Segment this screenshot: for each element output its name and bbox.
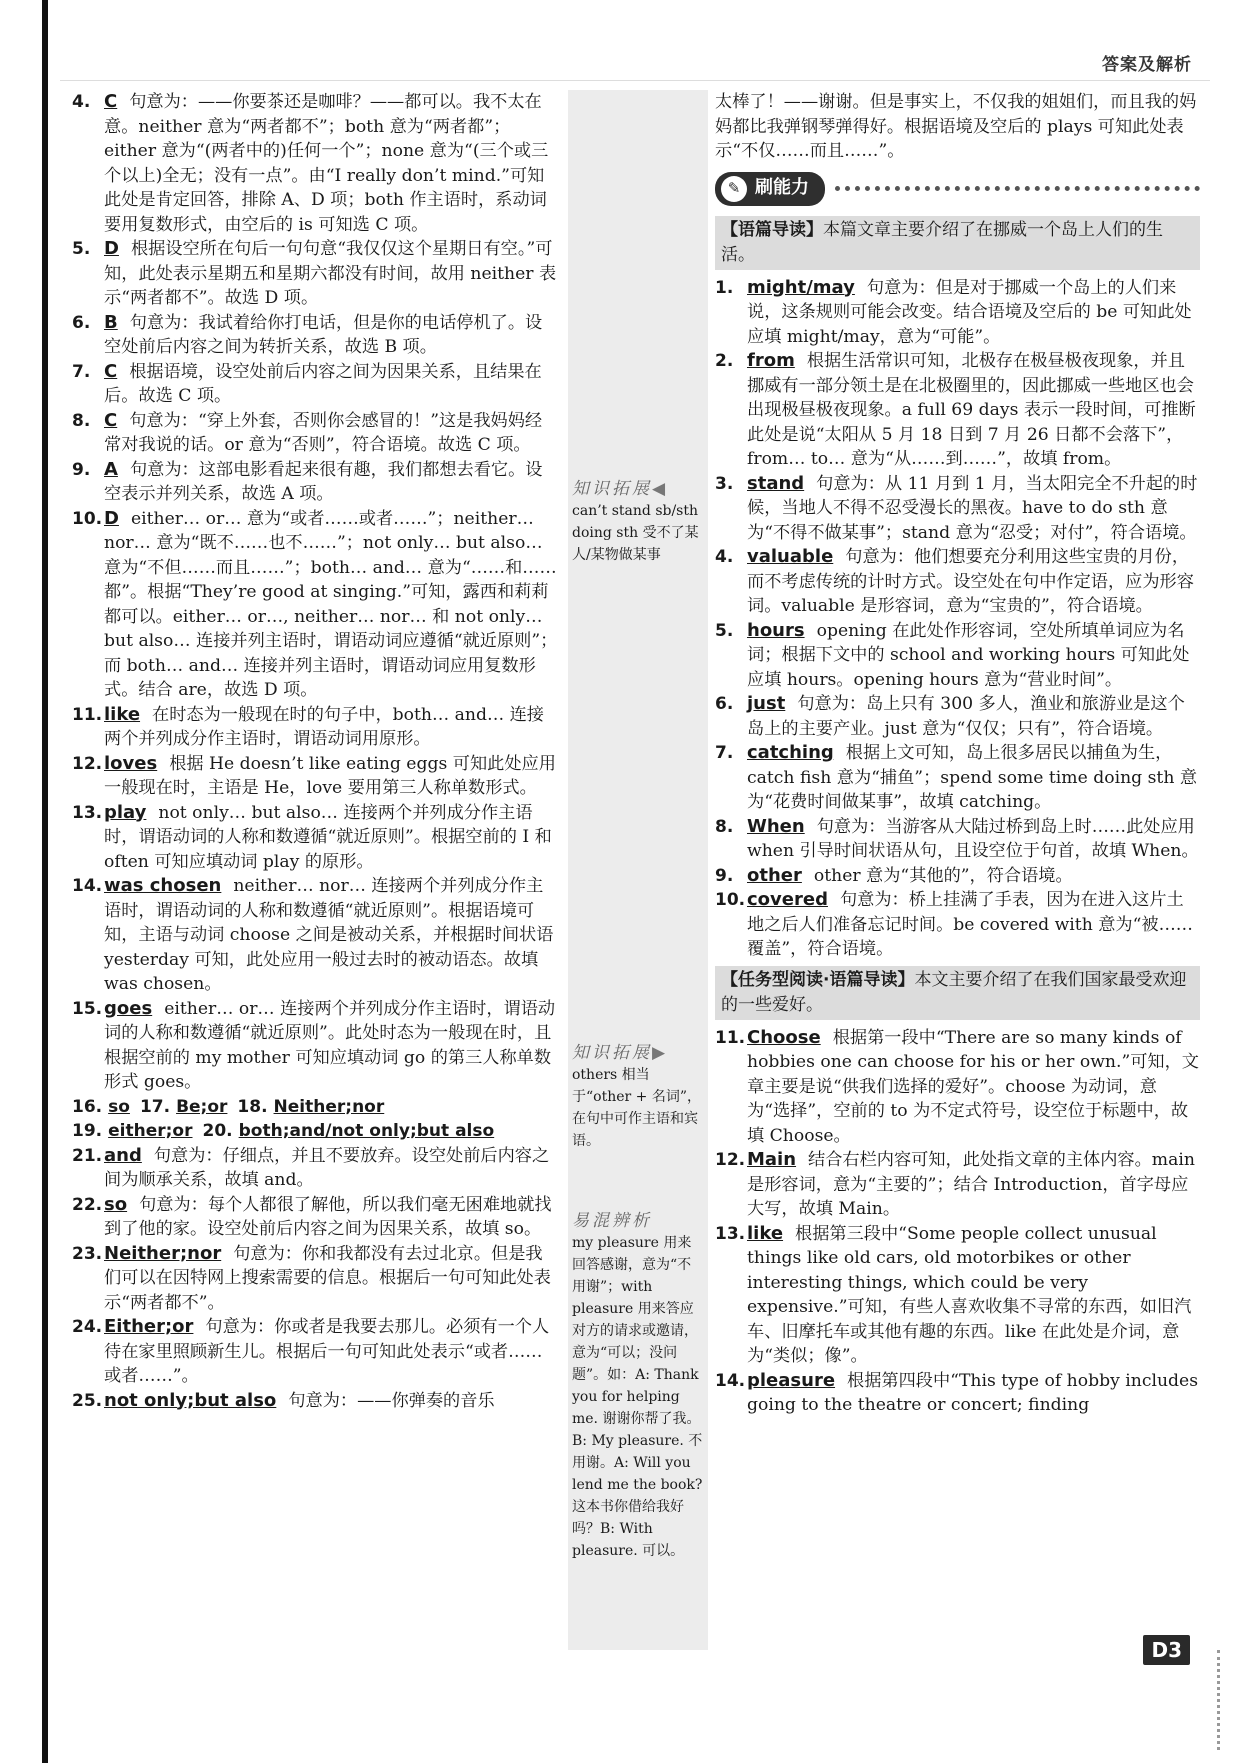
answer-item xyxy=(72,360,558,409)
item-number: 10. xyxy=(72,508,103,529)
item-number: 24. xyxy=(72,1317,103,1337)
explanation: 句意为：桥上挂满了手表，因为在进入这片土地之后人们准备忘记时间。be covered with 意为“被……覆盖”，符合语境。 xyxy=(747,890,1193,959)
item-number: 1. xyxy=(715,277,734,298)
explanation: 根据设空所在句后一句句意“我仅仅这个星期日有空。”可知，此处表示星期五和星期六都没有时间，故用 neither 表示“两者都不”。故选 D 项。 xyxy=(104,239,557,308)
answer-key: covered xyxy=(747,889,828,910)
answer-item xyxy=(715,888,1200,962)
item-number: 25. xyxy=(72,1390,103,1411)
answer-item xyxy=(72,1389,558,1414)
answer-key: D xyxy=(104,507,119,529)
answer-key: stand xyxy=(747,472,805,494)
explanation: 句意为：但是对于挪威一个岛上的人们来说，这条规则可能会改变。结合语境及空后的 be 可知此处应填 might/may，意为“可能”。 xyxy=(747,277,1192,347)
explanation: 句意为：“穿上外套，否则你会感冒的！”这是我妈妈经常对我说的话。or 意为“否则”，符合语境。故选 C 项。 xyxy=(104,410,543,455)
item-number: 14. xyxy=(72,876,103,896)
right-column xyxy=(715,90,1200,1418)
answer-key: and xyxy=(104,1144,142,1166)
answer-key: hours xyxy=(747,619,805,641)
explanation: 根据生活常识可知，北极存在极昼极夜现象，并且挪威有一部分领土是在北极圈里的，因此挪威一些地区也会出现极昼极夜现象。a full 69 days 表示一段时间，可推断此处是说“太阳从 5 月 18 日到 7 月 26 日都不会落下”，from… to… 意为“从……到……”，故填 from。 xyxy=(747,351,1196,469)
answer-item xyxy=(72,997,558,1095)
answer-key: When xyxy=(747,815,805,837)
explanation: 句意为：他们想要充分利用这些宝贵的月份，而不考虑传统的计时方式。设空处在句中作定语，应为形容词。valuable 是形容词，意为“宝贵的”，符合语境。 xyxy=(747,547,1194,616)
answer-key: goes xyxy=(104,997,153,1019)
answer-key: C xyxy=(104,409,118,431)
answer-key: C xyxy=(104,360,118,382)
item-number: 11. xyxy=(715,1027,746,1048)
answer-key: like xyxy=(104,703,141,725)
answer-item xyxy=(72,1242,558,1316)
note-confusion xyxy=(572,1210,704,1562)
explanation: 根据上文可知，岛上很多居民以捕鱼为生，catch fish 意为“捕鱼”；spend some time doing sth 意为“花费时间做某事”，故填 catching。 xyxy=(747,743,1198,812)
explanation: other 意为“其他的”，符合语境。 xyxy=(813,865,1073,886)
answer-key: either;or xyxy=(108,1121,193,1141)
answer-item xyxy=(72,1193,558,1242)
answer-key: might/may xyxy=(747,276,855,298)
answer-key: Neither;nor xyxy=(273,1096,385,1117)
item-number: 5. xyxy=(715,620,734,641)
explanation: 句意为：——你要茶还是咖啡？——都可以。我不太在意。neither 意为“两者都不”；both 意为“两者都”；either 意为“(两者中的)任何一个”；none 意为“(三个或三个以上)全无；没有一点”。由“I really don’t mind.”可知此处是肯定回答，排除 A、D 项；both 作主语时，系动词要用复数形式，由空后的 is 可知选 C 项。 xyxy=(104,92,549,235)
short-answer-rows xyxy=(72,1095,558,1144)
header-divider xyxy=(60,80,1210,81)
short-answer-row xyxy=(72,1095,558,1120)
explanation: 根据第四段中“This type of hobby includes going to the theatre or concert; finding xyxy=(747,1370,1199,1415)
answer-key: loves xyxy=(104,752,158,774)
item-number: 13. xyxy=(715,1223,746,1244)
item-number: 12. xyxy=(72,753,103,774)
answer-key: was chosen xyxy=(104,875,222,896)
explanation: 句意为：你和我都没有去过北京。但是我们可以在因特网上搜索需要的信息。根据后一句可知此处表示“两者都不”。 xyxy=(104,1243,551,1313)
right-answer-list-2 xyxy=(715,1026,1200,1418)
explanation: 句意为：这部电影看起来很有趣，我们都想去看它。设空表示并列关系，故选 A 项。 xyxy=(104,459,543,504)
explanation: 句意为：——你弹奏的音乐 xyxy=(288,1390,495,1411)
page-header: 答案及解析 xyxy=(1102,55,1192,75)
answer-key: both;and/not only;but also xyxy=(238,1121,495,1141)
explanation: 根据第一段中“There are so many kinds of hobbies one can choose for his or her own.”可知，文章主要是说“供我们选择的爱好”。choose 为动词，意为“选择”，空前的 to 为不定式符号，设空位于标题中，故填 Choose。 xyxy=(747,1027,1199,1146)
item-number: 7. xyxy=(72,361,91,382)
item-number: 8. xyxy=(72,410,91,431)
note-knowledge-2 xyxy=(572,1042,704,1152)
section-tab xyxy=(715,172,1200,206)
item-number: 8. xyxy=(715,816,734,837)
page-number: D3 xyxy=(1143,1635,1190,1665)
answer-item xyxy=(72,90,558,237)
short-answer-row xyxy=(72,1119,558,1144)
explanation: 句意为：岛上只有 300 多人，渔业和旅游业是这个岛上的主要产业。just 意为“仅仅；只有”，符合语境。 xyxy=(747,694,1185,739)
left-answer-list-2 xyxy=(72,1144,558,1414)
note-title: 易混辨析 xyxy=(572,1211,652,1231)
note-title: 知识拓展 xyxy=(572,479,652,499)
pen-icon: ✎ xyxy=(721,176,747,202)
answer-item xyxy=(715,1222,1200,1369)
answer-item xyxy=(715,1369,1200,1418)
answer-key: C xyxy=(104,91,118,112)
explanation: not only… but also… 连接两个并列成分作主语时，谓语动词的人称和数遵循“就近原则”。根据空前的 I 和 often 可知应填动词 play 的原形。 xyxy=(104,802,552,872)
note-text: can’t stand sb/sth doing sth 受不了某人/某物做某事 xyxy=(572,503,699,563)
item-number: 12. xyxy=(715,1150,746,1170)
answer-item xyxy=(72,752,558,801)
answer-key: like xyxy=(747,1222,784,1244)
answer-item xyxy=(715,815,1200,864)
answer-key: A xyxy=(104,458,118,480)
answer-key: Choose xyxy=(747,1026,821,1048)
answer-key: so xyxy=(104,1193,128,1215)
item-number: 14. xyxy=(715,1370,746,1391)
note-text: others 相当于“other + 名词”，在句中可作主语和宾语。 xyxy=(572,1067,701,1149)
answer-key: play xyxy=(104,801,147,823)
answer-key: so xyxy=(108,1096,130,1117)
answer-item xyxy=(715,472,1200,546)
answer-key: other xyxy=(747,864,802,886)
guide-tag: 【任务型阅读·语篇导读】 xyxy=(721,969,915,990)
answer-item xyxy=(72,801,558,875)
arrow-right-icon: ▶ xyxy=(652,1043,669,1063)
item-number: 10. xyxy=(715,890,746,910)
item-number: 5. xyxy=(72,239,91,259)
corner-dots xyxy=(1197,1650,1220,1750)
explanation: neither… nor… 连接两个并列成分作主语时，谓语动词的人称和数遵循“就近原则”。根据语境可知，主语与动词 choose 之间是被动关系，并根据时间状语 yesterday 可知，此处应用一般过去时的被动语态。故填 was chosen。 xyxy=(104,876,554,994)
answer-item xyxy=(715,1148,1200,1222)
explanation: 根据第三段中“Some people collect unusual things like old cars, old motorbikes or other interesting things, which could be very expensive.”可知，有些人喜欢收集不寻常的东西，如旧汽车、旧摩托车或其他有趣的东西。like 在此处是介词，意为“类似；像”。 xyxy=(747,1223,1192,1366)
answer-item xyxy=(715,864,1200,889)
item-number: 2. xyxy=(715,351,734,371)
answer-item xyxy=(72,874,558,997)
answer-key: Either;or xyxy=(104,1316,194,1337)
answer-item xyxy=(72,1144,558,1193)
item-number: 20. xyxy=(202,1121,233,1141)
answer-key: valuable xyxy=(747,546,834,567)
answer-item xyxy=(715,276,1200,350)
left-answer-list xyxy=(72,90,558,1095)
answer-item xyxy=(715,692,1200,741)
guide-tag: 【语篇导读】 xyxy=(721,219,823,240)
answer-item xyxy=(72,237,558,311)
answer-key: D xyxy=(104,238,119,259)
explanation: either… or… 意为“或者……或者……”；neither… nor… 意为“既不……也不……”；not only… but also… 意为“不但……而且……”；both… and… 意为“……和……都”。根据“They’re good at singing.”可知，露西和莉莉都可以。either… or…, neither… nor… 和 not only… but also… 连接并列主语时，谓语动词应遵循“就近原则”；而 both… and… 连接并列主语时，谓语动词应用复数形式。结合 are，故选 D 项。 xyxy=(104,508,558,700)
guide-text: 本文主要介绍了在我们国家最受欢迎的一些爱好。 xyxy=(721,969,1187,1015)
explanation: 在时态为一般现在时的句子中，both… and… 连接两个并列成分作主语时，谓语动词用原形。 xyxy=(104,704,544,749)
section-badge xyxy=(715,172,825,206)
answer-key: B xyxy=(104,311,118,333)
answer-key: just xyxy=(747,693,786,714)
answer-key: not only;but also xyxy=(104,1389,277,1411)
reading-guide-1 xyxy=(715,216,1200,270)
answer-key: catching xyxy=(747,742,834,763)
item-number: 4. xyxy=(72,92,91,112)
reading-guide-2 xyxy=(715,966,1200,1020)
explanation: 结合右栏内容可知，此处指文章的主体内容。main 是形容词，意为“主要的”；结合 Introduction，首字母应大写，故填 Main。 xyxy=(747,1150,1195,1219)
item-number: 13. xyxy=(72,802,103,823)
right-answer-list xyxy=(715,276,1200,962)
item-number: 9. xyxy=(72,459,91,480)
item-number: 6. xyxy=(72,312,91,333)
answer-item xyxy=(72,507,558,703)
item-number: 16. xyxy=(72,1096,103,1117)
dotted-divider xyxy=(835,186,1200,191)
explanation: 句意为：仔细点，并且不要放弃。设空处前后内容之间为顺承关系，故填 and。 xyxy=(104,1145,550,1190)
answer-key: Neither;nor xyxy=(104,1242,222,1264)
answer-key: pleasure xyxy=(747,1369,836,1391)
item-number: 7. xyxy=(715,743,734,763)
note-knowledge-1 xyxy=(572,478,704,566)
answer-item xyxy=(715,619,1200,693)
continued-text: 太棒了！——谢谢。但是事实上，不仅我的姐姐们，而且我的妈妈都比我弹钢琴弹得好。根据语境及空后的 plays 可知此处表示“不仅……而且……”。 xyxy=(715,92,1197,161)
left-column xyxy=(72,90,558,1413)
item-number: 22. xyxy=(72,1194,103,1215)
answer-key: Be;or xyxy=(176,1096,228,1117)
answer-item xyxy=(72,703,558,752)
answer-key: Main xyxy=(747,1149,797,1170)
explanation: 根据语境，设空处前后内容之间为因果关系，且结果在后。故选 C 项。 xyxy=(104,361,542,406)
guide-text: 本篇文章主要介绍了在挪威一个岛上人们的生活。 xyxy=(721,219,1163,265)
answer-item xyxy=(715,545,1200,619)
answer-item xyxy=(72,311,558,360)
left-edge-bar xyxy=(42,0,48,1763)
explanation: 句意为：每个人都很了解他，所以我们毫无困难地就找到了他的家。设空处前后内容之间为因果关系，故填 so。 xyxy=(104,1194,552,1239)
item-number: 11. xyxy=(72,704,103,725)
item-number: 18. xyxy=(237,1096,268,1117)
answer-item xyxy=(72,409,558,458)
explanation: opening 在此处作形容词，空处所填单词应为名词；根据下文中的 school and working hours 可知此处应填 hours。opening hours 意为“营业时间”。 xyxy=(747,620,1190,690)
item-number: 6. xyxy=(715,694,734,714)
item-number: 9. xyxy=(715,865,734,886)
note-text: my pleasure 用来回答感谢，意为“不用谢”；with pleasure 用来答应对方的请求或邀请，意为“可以；没问题”。如：A: Thank you for helping me. 谢谢你帮了我。B: My pleasure. 不用谢。A: Will you lend me the book? 这本书你借给我好吗？B: With pleasure. 可以。 xyxy=(572,1235,703,1559)
item-number: 19. xyxy=(72,1121,103,1141)
explanation: 句意为：你或者是我要去那儿。必须有一个人待在家里照顾新生儿。根据后一句可知此处表示“或者……或者……”。 xyxy=(104,1317,550,1386)
answer-item xyxy=(715,349,1200,472)
explanation: 根据 He doesn’t like eating eggs 可知此处应用一般现在时，主语是 He，love 要用第三人称单数形式。 xyxy=(104,753,556,798)
answer-item xyxy=(72,458,558,507)
arrow-left-icon: ◀ xyxy=(652,479,669,499)
answer-item xyxy=(715,741,1200,815)
explanation: either… or… 连接两个并列成分作主语时，谓语动词的人称和数遵循“就近原则”。此处时态为一般现在时，且根据空前的 my mother 可知应填动词 go 的第三人称单数形式 goes。 xyxy=(104,998,556,1092)
item-number: 23. xyxy=(72,1243,103,1264)
item-number: 3. xyxy=(715,473,734,494)
explanation: 句意为：当游客从大陆过桥到岛上时……此处应用 when 引导时间状语从句，且设空位于句首，故填 When。 xyxy=(747,816,1199,861)
answer-item xyxy=(715,1026,1200,1149)
answer-item xyxy=(72,1315,558,1389)
item-number: 17. xyxy=(139,1096,171,1117)
explanation: 句意为：从 11 月到 1 月，当太阳完全不升起的时候，当地人不得不忍受漫长的黑夜。have to do sth 意为“不得不做某事”；stand 意为“忍受；对付”，符合语境。 xyxy=(747,473,1198,543)
note-title: 知识拓展 xyxy=(572,1043,652,1063)
item-number: 4. xyxy=(715,547,734,567)
item-number: 21. xyxy=(72,1145,103,1166)
item-number: 15. xyxy=(72,998,103,1019)
section-label: 刷能力 xyxy=(755,177,809,199)
answer-key: from xyxy=(747,350,795,371)
explanation: 句意为：我试着给你打电话，但是你的电话停机了。设空处前后内容之间为转折关系，故选 B 项。 xyxy=(104,312,543,357)
